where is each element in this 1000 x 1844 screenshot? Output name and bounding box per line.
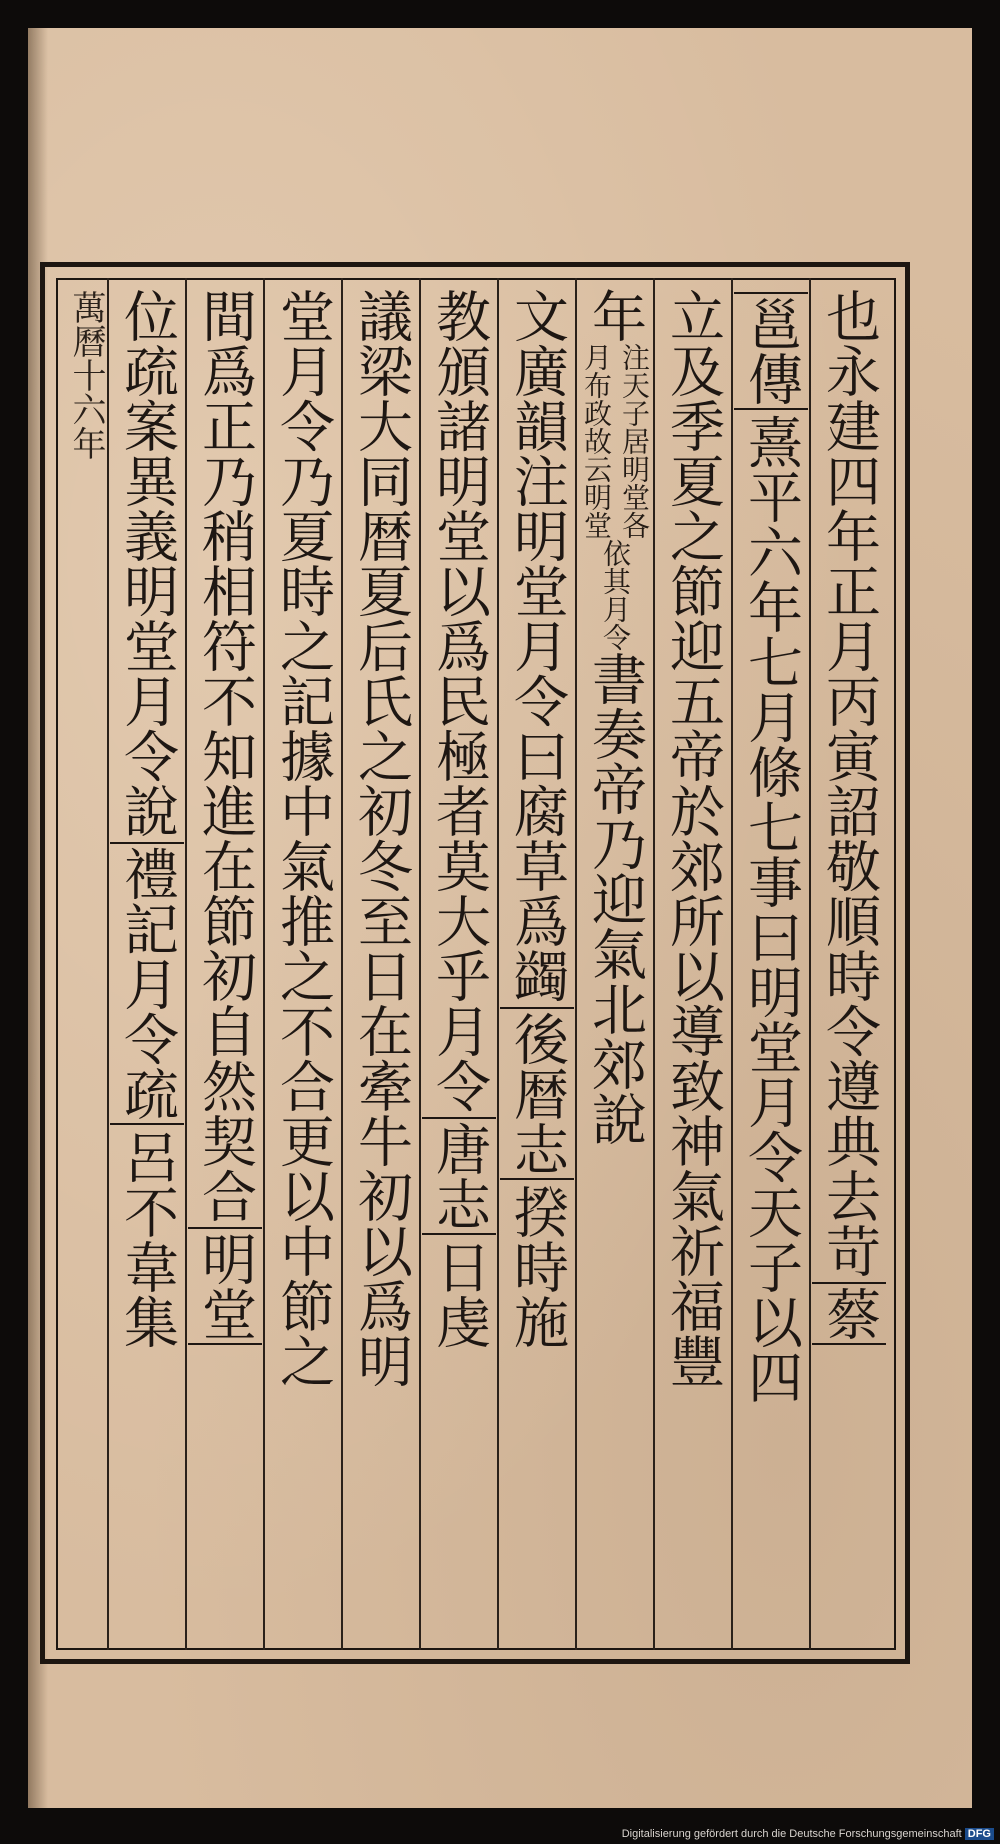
text-column — [266, 288, 340, 1638]
note-line: 注天子居明堂各 — [618, 343, 651, 539]
column-rule — [731, 278, 733, 1650]
credit-text: Digitalisierung gefördert durch die Deutsche Forschungsgemeinschaft — [621, 1828, 962, 1840]
note-line: 依其月令 — [599, 539, 632, 651]
column-rule — [107, 278, 109, 1650]
text-column — [500, 288, 574, 1638]
text-column — [578, 288, 652, 1638]
main-text: 揆時施 — [505, 1184, 569, 1349]
main-text: 年 — [583, 288, 647, 343]
interlinear-note — [578, 343, 652, 539]
text-column — [344, 288, 418, 1638]
main-text: 呂不韋集 — [115, 1129, 179, 1349]
text-column — [188, 288, 262, 1638]
text-column — [110, 288, 184, 1638]
source-citation-box: 明堂 — [188, 1227, 262, 1345]
main-text: 說 — [583, 1091, 647, 1146]
column-rule — [575, 278, 577, 1650]
column-rule — [809, 278, 811, 1650]
source-citation-box: 禮記月令疏 — [110, 842, 184, 1125]
main-text: 熹平六年七月條七事曰明堂月令天子以四 — [739, 414, 803, 1404]
dfg-logo: DFG — [965, 1828, 994, 1840]
digitization-credit — [622, 1828, 994, 1840]
source-citation-box: 唐志 — [422, 1117, 496, 1235]
column-rule — [497, 278, 499, 1650]
main-text: 議梁大同暦夏后氏之初冬至日在牽牛初以爲明 — [349, 288, 413, 1388]
main-text: 書奏帝乃迎氣北郊 — [583, 651, 647, 1091]
text-column — [734, 288, 808, 1638]
main-text: 日虔 — [427, 1239, 491, 1349]
text-column — [812, 288, 886, 1638]
main-text: 位疏案異義明堂月令說 — [115, 288, 179, 838]
block-margin-label: 萬曆十六年 — [66, 290, 106, 460]
text-column — [656, 288, 730, 1638]
source-citation-box: 後暦志 — [500, 1007, 574, 1180]
column-rule — [419, 278, 421, 1650]
column-rule — [653, 278, 655, 1650]
source-citation-box: 蔡 — [812, 1282, 886, 1345]
main-text: 立及季夏之節迎五帝於郊所以導致神氣祈福豐 — [661, 288, 725, 1388]
main-text: 文廣韻注明堂月令曰腐草爲蠲 — [505, 288, 569, 1003]
column-rule — [341, 278, 343, 1650]
main-text: 堂月令乃夏時之記據中氣推之不合更以中節之 — [271, 288, 335, 1388]
text-column — [422, 288, 496, 1638]
main-text: 間爲正乃稍相符不知進在節初自然契合 — [193, 288, 257, 1223]
source-citation-box: 邕傳 — [734, 292, 808, 410]
main-text: 也永建四年正月丙寅詔敬順時令遵典去苛 — [817, 288, 881, 1278]
column-rule — [185, 278, 187, 1650]
interlinear-note — [597, 539, 633, 651]
note-line: 月布政故云明堂 — [580, 343, 613, 539]
main-text: 教頒諸明堂以爲民極者莫大乎月令 — [427, 288, 491, 1113]
column-rule — [263, 278, 265, 1650]
